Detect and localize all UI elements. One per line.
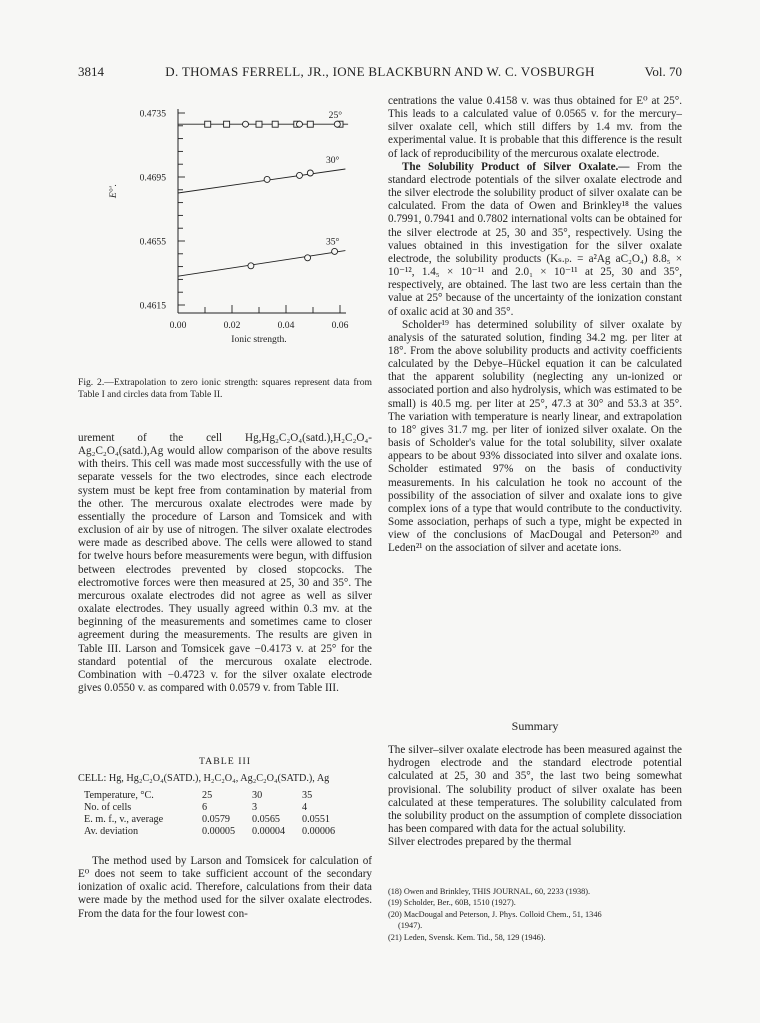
x-tick-label: 0.00: [169, 320, 187, 331]
solubility-product-text: From the standard electrode potentials of the silver oxalate electrode and the silver electrode the solubility product of silver oxalate can be calculated. From the data of Owen and Brinkley¹⁸ the values 0.7991, 0.7941 and 0.7802 international volts can be obtained for the silver electrode at 25, 30 and 35°, respectively. Using the values obtained in this investigation for the silver oxalate electrode, the solubility products (Kₛ.ₚ. = a²Ag aC₂O₄) 8.8₅ × 10⁻¹², 1.4₅ × 10⁻¹¹ and 2.0₁ × 10⁻¹¹ at 25, 30 and 35°, respectively, are obtained. The last two are less certain than the value at 25° because of the uncertainty of the ionization constant of oxalic acid at 30 and 35°.: [388, 160, 682, 318]
paragraph-e0-result: centrations the value 0.4158 v. was thus obtained for E⁰ at 25°. This leads to a calculated value of 0.0565 v. for the mercury–silver oxalate cell, which still differs by 1.4 mv. from the experimental value. It is probable that this difference is the result of lack of reproducibility of the mercurous oxalate electrode.: [388, 95, 682, 160]
x-tick-label: 0.06: [331, 320, 349, 331]
series-label: 30°: [325, 155, 340, 166]
row-label: Temperature, °C.: [84, 789, 154, 801]
table-row: [84, 801, 344, 813]
y-tick-label: 0.4655: [139, 236, 166, 248]
table-title: TABLE III: [198, 756, 251, 767]
chart-axes: [178, 109, 346, 313]
reference-item: (20) MacDougal and Peterson, J. Phys. Colloid Chem., 51, 1346: [388, 909, 602, 919]
page-number: 3814: [78, 64, 104, 79]
x-axis-title: Ionic strength.: [231, 334, 287, 345]
data-point-circle: [264, 176, 270, 182]
table-cell: 6: [202, 801, 208, 813]
table-cell: 0.0551: [302, 813, 331, 825]
summary-section: [388, 720, 682, 849]
data-point-circle: [334, 121, 340, 127]
footnote-references: [388, 886, 682, 943]
reference-item: (18) Owen and Brinkley, THIS JOURNAL, 60, 2233 (1938).: [388, 887, 591, 896]
figure-caption: [78, 377, 372, 402]
reference-item: (1947).: [398, 921, 423, 931]
series-label: 35°: [325, 236, 340, 248]
data-point-circle: [307, 170, 313, 176]
table-cell: 4: [302, 801, 308, 813]
series-line: [178, 251, 345, 277]
data-point-circle: [297, 121, 303, 127]
summary-title: Summary: [511, 719, 559, 733]
series-line: [178, 169, 345, 193]
summary-paragraph: The silver–silver oxalate electrode has been measured against the hydrogen electrode and the standard electrode potential calculated at 25, 30 and 35°, the last two being somewhat provisional. The solubility product of silver oxalate has been calculated at these temperatures. The solubility calculated from the solubility product on the assumption of complete dissociation has been compared with data for the actual solubility.: [388, 744, 682, 836]
paragraph-solubility-product: [388, 161, 682, 319]
data-point-square: [224, 121, 230, 127]
paragraph-cell-measurement: urement of the cell Hg,Hg₂C₂O₄(satd.),H₂C₂O₄-Ag₂C₂O₄(satd.),Ag would allow comparison of the above results with theirs. This cell was made most successfully with the use of separate vessels for the two electrodes, since each electrode system must be kept free from contamination by material from the other. The mercurous oxalate electrodes were made by essentially the procedure of Larson and Tomsicek and with exclusion of air by use of nitrogen. The silver oxalate electrodes were made as described above. The cells were allowed to stand for twelve hours before measurements were begun, with diffusion between electrodes prevented by closed stopcocks. The electromotive forces were then measured at 25, 30 and 35°. The mercurous oxalate electrodes did not agree as well as silver oxalate electrodes. They usually agreed within 0.3 mv. at the beginning of the measurements and sometimes came to closer agreement during the measurements. The results are given in Table III. Larson and Tomsicek gave −0.4173 v. at 25° for the standard potential of the mercurous oxalate electrode. Combination with −0.4723 v. for the silver oxalate electrode gives 0.0550 v. as compared with 0.0579 v. from Table III.: [78, 432, 372, 694]
table-row: [84, 825, 344, 837]
table-cell: 0.0579: [202, 813, 231, 825]
data-point-square: [307, 121, 313, 127]
table-body: [84, 789, 344, 837]
left-column-bottom: [78, 855, 372, 921]
data-point-circle: [248, 263, 254, 269]
x-tick-label: 0.02: [223, 320, 241, 331]
table-cell: 35: [302, 789, 313, 801]
reference-item: (19) Scholder, Ber., 60B, 1510 (1927).: [388, 898, 516, 908]
table-iii: [78, 756, 372, 837]
reference-item: (21) Leden, Svensk. Kem. Tid., 58, 129 (1946).: [388, 932, 546, 942]
section-heading-solubility: The Solubility Product of Silver Oxalate.—: [402, 160, 630, 173]
y-tick-label: 0.4695: [139, 172, 166, 184]
paragraph-larson-method: The method used by Larson and Tomsicek for calculation of E⁰ does not seem to take sufficient account of the secondary ionization of oxalic acid. Therefore, calculations from their data were made by the method used for the silver oxalate electrodes. From the data for the four lowest con-: [78, 855, 372, 920]
x-tick-label: 0.04: [277, 320, 295, 331]
table-cell: 0.00006: [302, 825, 336, 837]
figure-2-chart: [78, 95, 368, 375]
table-cell: 0.00004: [252, 825, 286, 837]
volume-label: Vol. 70: [644, 64, 682, 79]
table-cell: 30: [252, 789, 263, 801]
chart-lines: [178, 124, 348, 276]
data-point-circle: [305, 255, 311, 261]
data-point-square: [205, 121, 211, 127]
row-label: Av. deviation: [84, 825, 139, 837]
figure-caption-label: Fig. 2.: [78, 377, 105, 388]
y-tick-label: 0.4615: [139, 300, 166, 312]
data-point-circle: [332, 248, 338, 254]
data-point-square: [256, 121, 262, 127]
left-column-top: [78, 432, 372, 695]
running-authors: D. THOMAS FERRELL, JR., IONE BLACKBURN AND W. C. VOSBURGH: [165, 64, 595, 79]
table-cell: 0.0565: [252, 813, 281, 825]
row-label: E. m. f., v., average: [84, 813, 164, 825]
data-point-circle: [243, 121, 249, 127]
summary-paragraph-continued: Silver electrodes prepared by the thermal: [388, 836, 572, 849]
paragraph-scholder: Scholder¹⁹ has determined solubility of silver oxalate by analysis of the saturated solution, finding 34.2 mg. per liter at 18°. From the above solubility products and activity coefficients calculated by the Debye–Hückel equation it can be calculated that the apparent solubility (neglecting any un-ionized or associated portion and also hydrolysis, which was estimated to be small) is 40.5 mg. per liter at 25°, 47.3 at 30° and 53.3 at 35°. The variation with temperature is nearly linear, and extrapolation to 18° gives 31.7 mg. per liter of ionized silver oxalate. On the basis of Scholder's value for the total solubility, silver oxalate appears to be about 93% dissociated into silver and oxalate ions. Scholder estimated 97% on the basis of conductivity measurements. In his calculation he took no account of the possibility of the association of silver and oxalate ions to give complex ions of a type that would contribute to the conductivity. Some association, perhaps of such a type, might be expected in view of the conclusions of MacDougal and Peterson²⁰ and Leden²¹ on the association of silver and acetate ions.: [388, 318, 682, 555]
right-column: [388, 95, 682, 555]
page-header: [78, 64, 682, 84]
data-point-square: [272, 121, 278, 127]
table-row: [84, 789, 344, 801]
data-point-circle: [297, 172, 303, 178]
figure-caption-text: —Extrapolation to zero ionic strength: squares represent data from Table I and circles data from Table II.: [78, 377, 372, 401]
series-label: 25°: [328, 110, 343, 122]
table-cell: 3: [252, 801, 258, 813]
table-cell: 0.00005: [202, 825, 236, 837]
y-axis-title: E°'.: [108, 183, 119, 199]
table-row: [84, 813, 344, 825]
row-label: No. of cells: [84, 801, 132, 813]
y-tick-label: 0.4735: [139, 108, 166, 120]
chart-marks: [205, 121, 343, 269]
table-cell: 25: [202, 789, 213, 801]
table-cell-line: CELL: Hg, Hg₂C₂O₄(SATD.), H₂C₂O₄, Ag₂C₂O₄(SATD.), Ag: [78, 773, 330, 784]
chart-labels: [108, 109, 349, 346]
